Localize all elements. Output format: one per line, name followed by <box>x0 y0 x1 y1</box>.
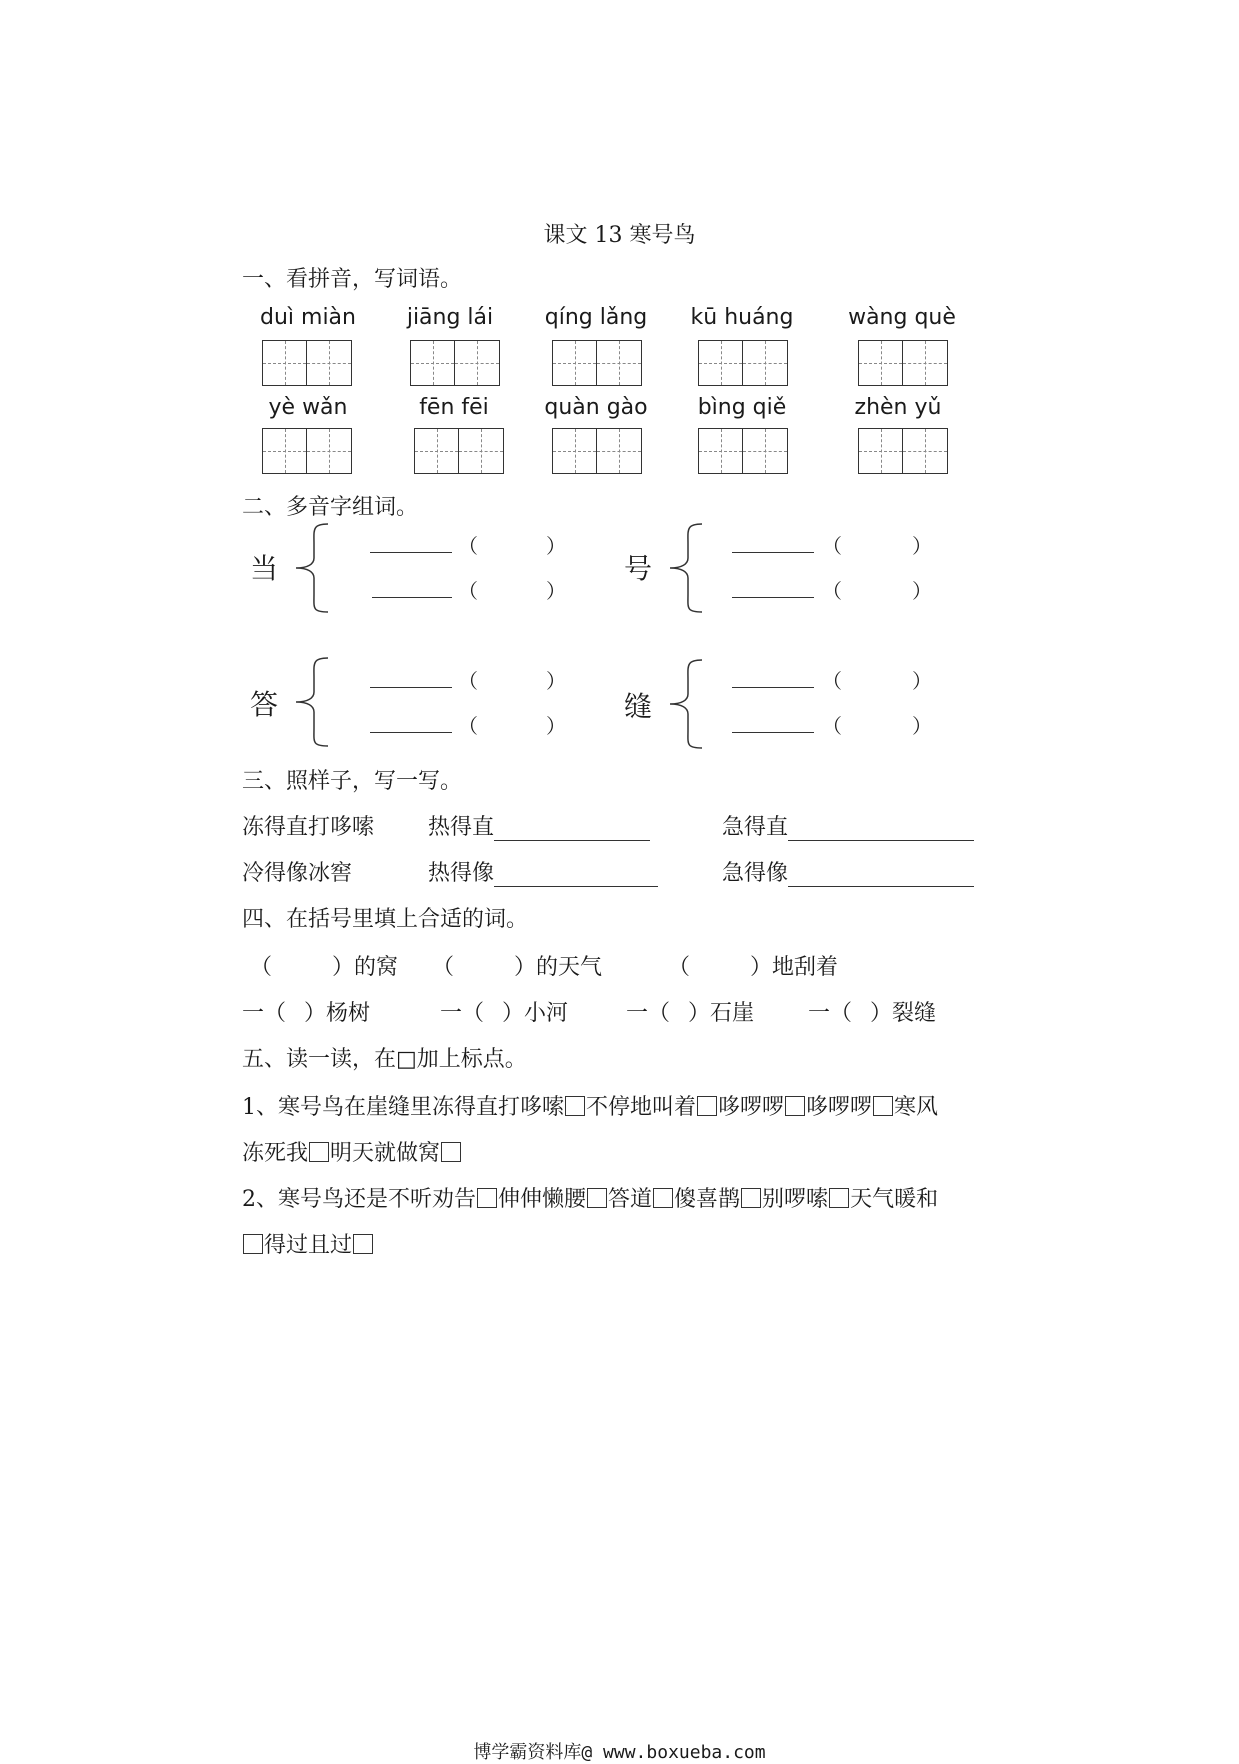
passage-text: 得过且过 <box>264 1233 353 1258</box>
example-phrase: 冻得直打哆嗦 <box>242 815 375 840</box>
pinyin-label: quàn gào <box>544 395 648 420</box>
punctuation-box[interactable] <box>785 1096 805 1116</box>
answer-blank[interactable] <box>732 597 814 598</box>
writing-grid[interactable] <box>552 428 642 474</box>
passage-text: 哆啰啰 <box>718 1095 785 1120</box>
suffix-text: ）小河 <box>502 1001 569 1026</box>
measure-word-item[interactable] <box>626 996 754 1027</box>
prefix-text: 一（ <box>242 1001 287 1026</box>
fill-blank-item[interactable] <box>668 950 838 981</box>
pinyin-label: duì miàn <box>260 305 356 330</box>
polyphone-char: 答 <box>250 688 279 721</box>
passage-text: 哆啰啰 <box>806 1095 873 1120</box>
pinyin-label: wàng què <box>848 305 956 330</box>
answer-blank[interactable] <box>732 687 814 688</box>
writing-grid[interactable] <box>698 428 788 474</box>
brace-icon <box>666 522 706 614</box>
prefix-text: 一（ <box>626 1001 671 1026</box>
measure-word-item[interactable] <box>242 996 370 1027</box>
paren-close: ） <box>514 955 537 980</box>
punctuation-box[interactable] <box>741 1188 761 1208</box>
example-phrase: 冷得像冰窖 <box>242 861 353 886</box>
punctuation-box[interactable] <box>353 1234 373 1254</box>
passage-text: 寒风 <box>894 1095 939 1120</box>
paren-open: （ <box>458 579 478 603</box>
fill-phrase-item <box>428 810 650 841</box>
passage-text: 2、寒号鸟还是不听劝告 <box>242 1187 476 1212</box>
suffix-text: 的窝 <box>354 955 399 980</box>
punctuation-box[interactable] <box>873 1096 893 1116</box>
pinyin-label: fēn fēi <box>419 395 489 420</box>
punctuation-box[interactable] <box>309 1142 329 1162</box>
paren-open: （ <box>822 534 842 558</box>
pinyin-label: qíng lǎng <box>544 305 648 330</box>
passage-text: 天气暖和 <box>850 1187 939 1212</box>
fill-phrase-item <box>722 856 974 887</box>
paren-close: ） <box>912 534 932 558</box>
section-1-heading: 一、看拼音，写词语。 <box>242 267 463 292</box>
punctuation-box[interactable] <box>829 1188 849 1208</box>
writing-grid[interactable] <box>414 428 504 474</box>
passage-text: 明天就做窝 <box>330 1141 441 1166</box>
brace-icon <box>292 656 332 748</box>
writing-grid[interactable] <box>410 340 500 386</box>
answer-line[interactable] <box>788 814 974 841</box>
fill-phrase-item <box>722 810 974 841</box>
paren-close: ） <box>912 714 932 738</box>
paren-close: ） <box>546 669 566 693</box>
answer-blank[interactable] <box>732 552 814 553</box>
suffix-text: 的天气 <box>536 955 603 980</box>
paren-open: （ <box>668 955 691 980</box>
suffix-text: 地刮着 <box>772 955 839 980</box>
paren-open: （ <box>458 714 478 738</box>
writing-grid[interactable] <box>858 428 948 474</box>
answer-blank[interactable] <box>732 732 814 733</box>
writing-grid[interactable] <box>858 340 948 386</box>
pinyin-label: bìng qiě <box>697 395 787 420</box>
passage-text: 伸伸懒腰 <box>498 1187 587 1212</box>
paren-open: （ <box>822 669 842 693</box>
punctuation-box[interactable] <box>587 1188 607 1208</box>
paren-close: ） <box>332 955 355 980</box>
polyphone-char: 号 <box>624 552 653 585</box>
suffix-text: ）石崖 <box>688 1001 755 1026</box>
passage-text: 别啰嗦 <box>762 1187 829 1212</box>
punctuation-box[interactable] <box>441 1142 461 1162</box>
paren-close: ） <box>750 955 773 980</box>
passage-2-line-1 <box>242 1182 938 1213</box>
pinyin-label: kū huáng <box>690 305 794 330</box>
prompt-text: 急得像 <box>722 861 789 886</box>
suffix-text: ）杨树 <box>304 1001 371 1026</box>
section-5-heading: 五、读一读，在□加上标点。 <box>242 1047 527 1072</box>
pinyin-label: zhèn yǔ <box>854 395 942 420</box>
section-2-heading: 二、多音字组词。 <box>242 495 419 520</box>
measure-word-item[interactable] <box>808 996 936 1027</box>
passage-2-line-2 <box>242 1228 374 1259</box>
paren-open: （ <box>822 579 842 603</box>
punctuation-box[interactable] <box>653 1188 673 1208</box>
section-3-heading: 三、照样子，写一写。 <box>242 769 463 794</box>
paren-close: ） <box>546 714 566 738</box>
measure-word-item[interactable] <box>440 996 568 1027</box>
paren-close: ） <box>546 579 566 603</box>
passage-text: 1、寒号鸟在崖缝里冻得直打哆嗦 <box>242 1095 564 1120</box>
punctuation-box[interactable] <box>697 1096 717 1116</box>
passage-text: 不停地叫着 <box>586 1095 697 1120</box>
answer-blank[interactable] <box>370 732 452 733</box>
passage-text: 傻喜鹊 <box>674 1187 741 1212</box>
punctuation-box[interactable] <box>243 1234 263 1254</box>
writing-grid[interactable] <box>698 340 788 386</box>
fill-blank-item[interactable] <box>250 950 398 981</box>
pinyin-label: yè wǎn <box>268 395 348 420</box>
polyphone-char: 缝 <box>624 690 653 723</box>
answer-line[interactable] <box>494 814 650 841</box>
section-4-heading: 四、在括号里填上合适的词。 <box>242 907 529 932</box>
footer-watermark: 博学霸资料库@ www.boxueba.com <box>473 1742 766 1763</box>
writing-grid[interactable] <box>262 340 352 386</box>
polyphone-char: 当 <box>250 552 279 585</box>
brace-icon <box>292 522 332 614</box>
writing-grid[interactable] <box>552 340 642 386</box>
answer-line[interactable] <box>494 860 658 887</box>
prompt-text: 急得直 <box>722 815 789 840</box>
passage-1-line-1 <box>242 1090 938 1121</box>
paren-open: （ <box>458 534 478 558</box>
passage-1-line-2 <box>242 1136 462 1167</box>
paren-open: （ <box>822 714 842 738</box>
paren-open: （ <box>458 669 478 693</box>
answer-blank[interactable] <box>370 687 452 688</box>
pinyin-label: jiāng lái <box>406 305 494 330</box>
paren-close: ） <box>912 669 932 693</box>
punctuation-box[interactable] <box>477 1188 497 1208</box>
fill-phrase-item <box>428 856 658 887</box>
prompt-text: 热得直 <box>428 815 495 840</box>
paren-close: ） <box>912 579 932 603</box>
punctuation-box[interactable] <box>565 1096 585 1116</box>
answer-line[interactable] <box>788 860 974 887</box>
fill-blank-item[interactable] <box>432 950 602 981</box>
writing-grid[interactable] <box>262 428 352 474</box>
brace-icon <box>666 658 706 750</box>
passage-text: 答道 <box>608 1187 653 1212</box>
paren-open: （ <box>250 955 273 980</box>
answer-blank[interactable] <box>372 597 452 598</box>
paren-open: （ <box>432 955 455 980</box>
page-title: 课文 13 寒号鸟 <box>543 223 696 248</box>
suffix-text: ）裂缝 <box>870 1001 937 1026</box>
passage-text: 冻死我 <box>242 1141 309 1166</box>
paren-close: ） <box>546 534 566 558</box>
prefix-text: 一（ <box>440 1001 485 1026</box>
prompt-text: 热得像 <box>428 861 495 886</box>
answer-blank[interactable] <box>370 552 452 553</box>
prefix-text: 一（ <box>808 1001 853 1026</box>
